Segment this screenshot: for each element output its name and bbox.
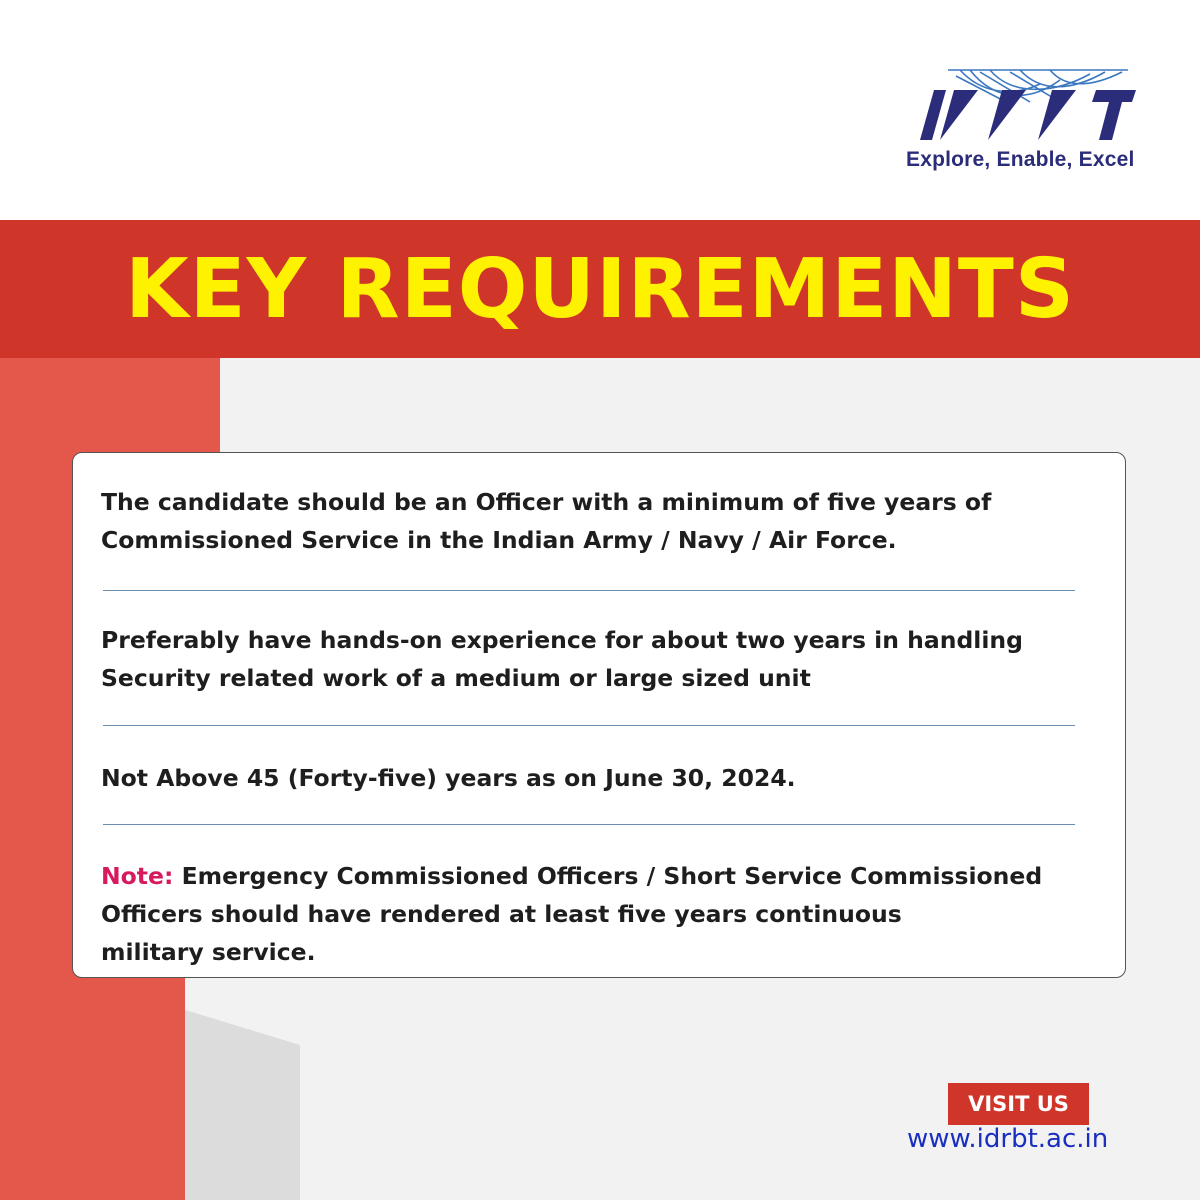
divider	[103, 590, 1075, 591]
divider	[103, 824, 1075, 825]
requirement-experience: Preferably have hands-on experience for about two years in handling Security related work of a medium or large sized unit	[101, 626, 1023, 692]
visit-us-button[interactable]: VISIT US	[948, 1083, 1089, 1125]
requirement-age: Not Above 45 (Forty-five) years as on June 30, 2024.	[101, 764, 796, 792]
divider	[103, 725, 1075, 726]
note-label: Note:	[101, 862, 174, 890]
logo-tagline: Explore, Enable, Excel	[906, 148, 1135, 171]
page-title: KEY REQUIREMENTS	[125, 241, 1075, 337]
title-banner	[0, 220, 1200, 358]
requirement-note	[101, 857, 1121, 971]
requirement-service: The candidate should be an Officer with a minimum of five years of Commissioned Service in the Indian Army / Navy / Air Force.	[101, 488, 992, 554]
website-link[interactable]: www.idrbt.ac.in	[907, 1124, 1109, 1154]
requirements-card	[72, 452, 1126, 978]
note-text: Emergency Commissioned Officers / Short Service Commissioned Officers should have rendered at least five years continuous military service.	[101, 862, 1043, 966]
